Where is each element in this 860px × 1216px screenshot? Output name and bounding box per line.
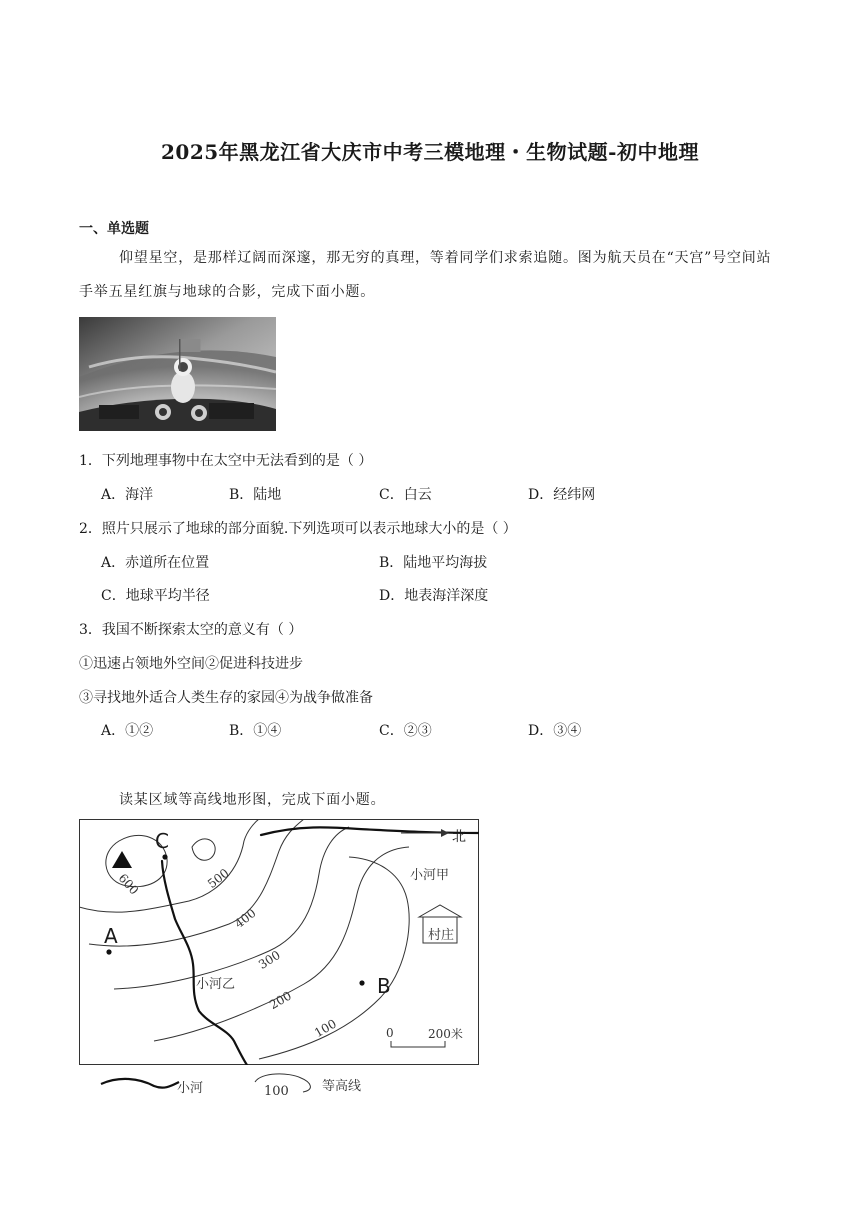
question-3-stem: 3．我国不断探索太空的意义有（ ） — [79, 622, 303, 638]
map-label-b: B — [377, 974, 391, 998]
legend-contour-sample: 100 — [264, 1084, 289, 1099]
question-2-option-d: D．地表海洋深度 — [379, 588, 489, 604]
legend-river-label: 小河 — [177, 1081, 204, 1096]
page-title: 2025年黑龙江省大庆市中考三模地理・生物试题-初中地理 — [161, 140, 699, 164]
question-1-option-d: D．经纬网 — [528, 487, 596, 503]
point-b-dot — [359, 980, 364, 985]
scale-zero-label: 0 — [386, 1026, 394, 1040]
scale-distance-label: 200米 — [428, 1027, 463, 1041]
question-2-option-b: B．陆地平均海拔 — [379, 555, 488, 571]
question-3-option-b: B．①④ — [229, 723, 282, 739]
question-2-option-a: A．赤道所在位置 — [101, 555, 210, 571]
contour-label-200: 200 — [267, 988, 294, 1013]
legend-contour-label: 等高线 — [322, 1079, 362, 1094]
north-label: 北 — [452, 829, 466, 845]
question-3-option-a: A．①② — [101, 723, 154, 739]
map-intro: 读某区域等高线地形图，完成下面小题。 — [119, 792, 386, 808]
contour-label-300: 300 — [256, 947, 283, 972]
map-label-a: A — [104, 924, 118, 948]
map-label-c: C — [155, 829, 169, 853]
question-2-stem: 2．照片只展示了地球的部分面貌.下列选项可以表示地球大小的是（ ） — [79, 521, 517, 537]
point-a-dot — [106, 949, 111, 954]
question-1-option-c: C．白云 — [379, 487, 432, 503]
astronaut-photo — [79, 317, 276, 431]
legend-river-line — [101, 1079, 179, 1088]
contour-label-600: 600 — [115, 871, 142, 898]
question-2-option-c: C．地球平均半径 — [101, 588, 210, 604]
question-3-option-c: C．②③ — [379, 723, 432, 739]
intro-paragraph-line-2: 手举五星红旗与地球的合影，完成下面小题。 — [79, 284, 375, 300]
contour-label-400: 400 — [232, 905, 259, 932]
river-jia-label: 小河甲 — [410, 868, 450, 883]
contour-label-500: 500 — [205, 865, 232, 892]
question-1-option-a: A．海洋 — [101, 487, 154, 503]
question-1-option-b: B．陆地 — [229, 487, 282, 503]
contour-map — [79, 819, 479, 1065]
question-3-statement-line-2: ③寻找地外适合人类生存的家园④为战争做准备 — [79, 690, 373, 706]
question-3-option-d: D．③④ — [528, 723, 582, 739]
contour-label-100: 100 — [312, 1016, 339, 1041]
question-3-statement-line-1: ①迅速占领地外空间②促进科技进步 — [79, 656, 303, 672]
question-1-stem: 1．下列地理事物中在太空中无法看到的是（ ） — [79, 453, 373, 469]
village-label: 村庄 — [428, 928, 455, 943]
point-c-dot — [162, 854, 167, 859]
section-heading: 一、单选题 — [79, 221, 149, 237]
river-yi-label: 小河乙 — [196, 977, 236, 992]
intro-paragraph-line-1: 仰望星空，是那样辽阔而深邃，那无穷的真理，等着同学们求索追随。图为航天员在“天宫”号空间站 — [119, 250, 772, 266]
